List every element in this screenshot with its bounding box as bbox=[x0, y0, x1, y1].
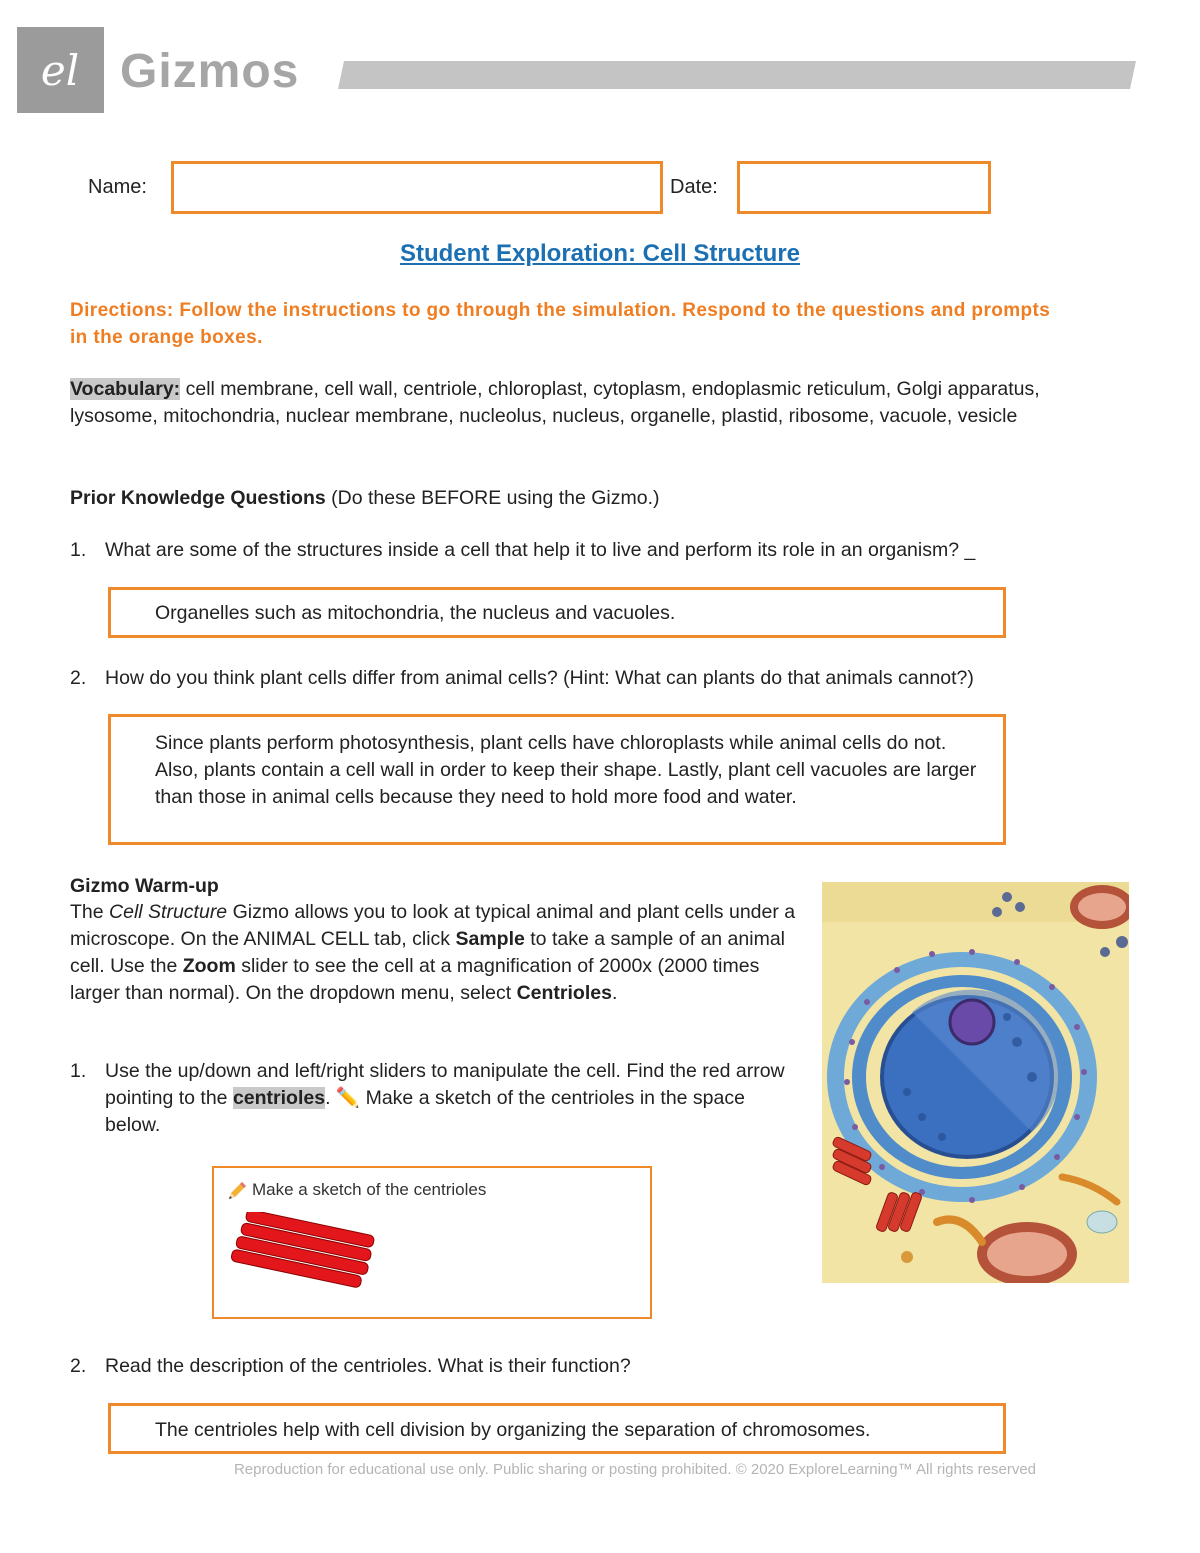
centrioles-term: Centrioles bbox=[516, 982, 612, 1004]
header-bar bbox=[338, 61, 1136, 89]
directions: Directions: Follow the instructions to go through the simulation. Respond to the questions and prompts in the orange boxes. bbox=[70, 300, 1051, 348]
question-number: 1. bbox=[70, 539, 87, 561]
question-text: How do you think plant cells differ from animal cells? (Hint: What can plants do that animals cannot?) bbox=[105, 667, 974, 689]
svg-text:el: el bbox=[40, 46, 80, 95]
prior-heading-text: Prior Knowledge Questions bbox=[70, 487, 326, 509]
sketch-label: Make a sketch of the centrioles bbox=[252, 1180, 487, 1199]
name-label: Name: bbox=[88, 176, 147, 198]
animal-cell-image bbox=[822, 882, 1129, 1283]
vocabulary bbox=[70, 376, 1080, 430]
answer-box[interactable]: Organelles such as mitochondria, the nucleus and vacuoles. bbox=[108, 587, 1006, 638]
brand-name: Gizmos bbox=[120, 45, 300, 98]
question-text: What are some of the structures inside a cell that help it to live and perform its role in an organism? _ bbox=[105, 539, 976, 561]
answer-box[interactable]: The centrioles help with cell division by organizing the separation of chromosomes. bbox=[108, 1403, 1006, 1454]
question-text: Read the description of the centrioles. What is their function? bbox=[105, 1355, 631, 1377]
gizmo-name: Cell Structure bbox=[109, 901, 228, 923]
sketch-box[interactable] bbox=[212, 1166, 652, 1319]
vocabulary-terms: cell membrane, cell wall, centriole, chloroplast, cytoplasm, endoplasmic reticulum, Golgi apparatus, lysosome, mitochondria, nuclear membrane, nucleolus, nucleus, organelle, plastid, ribosome, vacuole, vesicle bbox=[70, 378, 1040, 427]
vocabulary-label: Vocabulary: bbox=[70, 378, 181, 400]
question-number: 2. bbox=[70, 1355, 87, 1377]
sample-term: Sample bbox=[455, 928, 525, 950]
pencil-icon bbox=[226, 1180, 248, 1202]
date-label: Date: bbox=[670, 176, 718, 198]
prior-heading-note: (Do these BEFORE using the Gizmo.) bbox=[325, 487, 660, 509]
date-field[interactable] bbox=[737, 161, 991, 214]
centrioles-highlight: centrioles bbox=[232, 1087, 326, 1109]
name-field[interactable] bbox=[171, 161, 663, 214]
explorelearning-logo-icon bbox=[17, 27, 104, 113]
question-number: 1. bbox=[70, 1060, 87, 1082]
zoom-term: Zoom bbox=[182, 955, 236, 977]
centrioles-sketch bbox=[230, 1212, 380, 1292]
question-text: Use the up/down and left/right sliders to manipulate the cell. Find the red arrow pointing to the centrioles. ✏️ Make a sketch of the centrioles in the space below. bbox=[105, 1060, 785, 1136]
page-title: Student Exploration: Cell Structure bbox=[399, 240, 801, 267]
answer-box[interactable]: Since plants perform photosynthesis, plant cells have chloroplasts while animal cells do not. Also, plants contain a cell wall in order to keep their shape. Lastly, plant cell vacuoles are larger than those in animal cells because they need to hold more food and water. bbox=[108, 714, 1006, 845]
warmup-paragraph: The Cell Structure Gizmo allows you to look at typical animal and plant cells under a microscope. On the ANIMAL CELL tab, click Sample to take a sample of an animal cell. Use the Zoom slider to see the cell at a magnification of 2000x (2000 times larger than normal). On the dropdown menu, select Centrioles. bbox=[70, 901, 796, 1004]
question-number: 2. bbox=[70, 667, 87, 689]
prior-knowledge-heading bbox=[70, 485, 1080, 512]
copyright-footer: Reproduction for educational use only. Public sharing or posting prohibited. © 2020 ExploreLearning™ All rights reserved bbox=[233, 1461, 1037, 1478]
warmup-heading: Gizmo Warm-up bbox=[70, 875, 219, 897]
